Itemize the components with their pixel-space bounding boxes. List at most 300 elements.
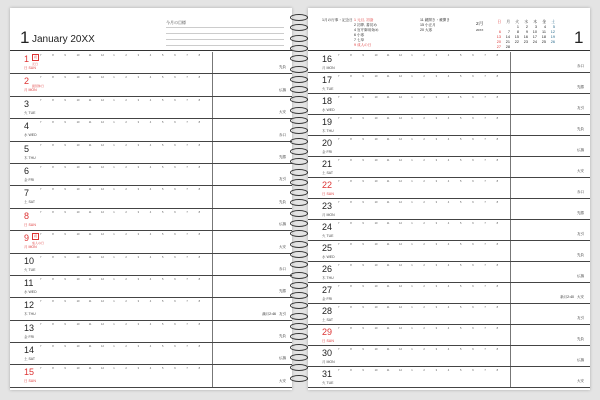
hour-label: 10 [76,188,80,192]
hour-label: 1 [411,243,413,246]
event-item: 11 鏡開き・蔵開き [420,18,450,22]
hour-label: 10 [76,121,80,125]
hour-label: 12 [101,98,104,102]
mini-calendar-day: 15 [514,35,519,39]
hour-label: 11 [88,76,92,80]
day-number: 11 [24,277,34,288]
notes-line[interactable] [166,27,284,28]
hour-label: 7 [186,54,188,57]
day-number: 24 [322,222,333,232]
hour-label: 4 [447,96,450,99]
hour-label: 2 [423,138,425,141]
notes-line[interactable] [166,45,284,46]
hour-label: 8 [350,117,352,120]
hour-label: 3 [435,348,438,351]
rokuyo-label: 先勝 [279,154,286,159]
hour-label: 11 [386,285,390,288]
notes-line[interactable] [166,39,284,40]
mini-calendar-day: 23 [523,40,528,44]
hour-label: 10 [374,159,378,162]
hour-label: 10 [76,143,80,147]
column-divider [510,199,511,219]
hour-label: 7 [40,143,42,147]
hour-label: 5 [460,180,462,183]
hour-label: 9 [362,264,364,267]
rokuyo-label: 仏滅 [279,87,286,92]
hour-label: 5 [460,327,462,330]
hour-scale [40,323,210,326]
hour-label: 4 [149,210,152,214]
weekday-label: 日 SUN [24,66,36,70]
hour-label: 11 [88,345,92,349]
hour-scale [338,180,508,183]
hour-label: 4 [149,277,152,281]
rokuyo-label: 大安 [577,169,584,173]
moon-phase: 新月2:40 [560,295,574,299]
mini-calendar-day: 3 [534,25,537,29]
hour-label: 11 [88,121,92,125]
mini-calendar-day: 2 [525,25,528,29]
hour-label: 3 [137,188,140,192]
hour-label: 5 [162,188,164,192]
hour-label: 5 [460,75,462,78]
hour-label: 1 [411,96,413,99]
column-divider [212,52,213,73]
hour-label: 3 [137,98,140,102]
column-divider [212,321,213,342]
hour-label: 2 [125,277,127,281]
hour-label: 7 [338,159,340,162]
day-row[interactable] [10,343,292,365]
spiral-ring [290,96,308,103]
day-number: 17 [322,75,333,85]
hour-label: 9 [362,327,364,330]
hour-label: 10 [76,210,80,214]
hour-label: 12 [101,345,104,349]
day-number: 21 [322,159,333,169]
hour-label: 11 [386,369,390,372]
hour-label: 9 [64,277,66,281]
day-number: 28 [322,306,333,316]
hour-label: 4 [447,138,450,141]
spiral-ring [290,272,308,279]
hour-label: 2 [125,188,127,192]
hour-label: 3 [137,233,140,237]
spiral-ring [290,158,308,165]
hour-label: 6 [174,233,176,237]
hour-label: 9 [64,98,66,102]
day-number: 20 [322,138,333,148]
spiral-ring [290,86,308,93]
hour-label: 8 [52,188,54,192]
spiral-ring [290,66,308,73]
hour-label: 10 [374,243,378,246]
day-row[interactable] [10,74,292,96]
spiral-ring [290,282,308,289]
rokuyo-label: 仏滅 [577,274,584,278]
weekday-label: 土 SAT [322,318,334,322]
day-row[interactable] [308,304,590,325]
hour-label: 1 [411,327,413,330]
hour-label: 8 [350,264,352,267]
hour-label: 10 [374,117,378,120]
spiral-ring [290,45,308,52]
hour-label: 9 [64,76,66,80]
hour-scale [40,211,210,214]
day-row[interactable] [308,115,590,136]
hour-label: 3 [137,143,140,147]
spiral-ring [290,344,308,351]
hour-label: 3 [137,210,140,214]
hour-label: 12 [101,165,104,169]
hour-label: 5 [460,348,462,351]
event-item: 20 大寒 [420,28,433,32]
hour-label: 7 [484,327,486,330]
hour-label: 7 [338,243,340,246]
hour-label: 3 [137,54,140,57]
hour-label: 10 [76,300,80,304]
hour-label: 1 [113,345,115,349]
day-row[interactable] [308,136,590,157]
day-row[interactable] [308,220,590,241]
hour-label: 9 [64,165,66,169]
day-number: 23 [322,201,333,211]
hour-label: 2 [125,54,127,57]
hour-label: 8 [350,201,352,204]
hour-label: 11 [386,264,390,267]
hour-label: 3 [137,277,140,281]
hour-label: 4 [447,369,450,372]
hour-label: 12 [101,121,104,125]
hour-label: 8 [52,98,54,102]
hour-label: 11 [386,201,390,204]
rokuyo-label: 先勝 [577,211,584,215]
hour-label: 7 [40,300,42,304]
hour-label: 12 [399,264,402,267]
hour-label: 10 [374,222,378,225]
hour-label: 6 [174,165,176,169]
hour-label: 9 [64,210,66,214]
spiral-ring [290,179,308,186]
mini-calendar-day: 1 [516,25,519,29]
hour-label: 5 [460,117,462,120]
hour-label: 4 [149,54,152,57]
day-row[interactable] [308,178,590,199]
day-number: 16 [322,54,333,64]
day-number: 14 [24,345,35,356]
day-row[interactable] [10,209,292,231]
mini-calendar-day: 24 [532,40,537,44]
rokuyo-label: 友引 [279,311,286,316]
weekday-label: 水 WED [24,133,37,138]
hour-label: 8 [350,306,352,309]
hour-label: 7 [186,255,188,259]
hour-label: 7 [338,348,340,351]
hour-label: 8 [496,264,499,267]
hour-label: 7 [484,54,486,57]
hour-label: 10 [76,54,80,57]
hour-label: 5 [162,233,164,237]
hour-label: 3 [137,76,140,80]
hour-label: 8 [350,285,352,288]
weekday-label: 土 SAT [24,357,36,362]
mini-calendar-day: 19 [550,35,555,39]
hour-scale [338,327,508,330]
holiday-name: 成人の日 [32,241,45,246]
day-row[interactable] [10,119,292,141]
event-item: 6 小寒 [354,33,365,37]
hour-label: 1 [411,306,413,309]
hour-label: 4 [149,255,152,259]
column-divider [212,343,213,364]
hour-label: 1 [113,188,115,192]
hour-scale [40,233,210,236]
hour-label: 8 [350,96,352,99]
day-row[interactable] [10,231,292,253]
rokuyo-label: 赤口 [279,266,286,271]
hour-label: 2 [423,243,425,246]
day-row[interactable] [308,367,590,388]
rokuyo-label: 先勝 [577,85,584,89]
day-row[interactable] [308,241,590,262]
hour-label: 9 [64,322,66,326]
rokuyo-label: 先負 [577,253,584,257]
spiral-ring [290,220,308,227]
hour-label: 4 [447,306,450,309]
hour-label: 2 [125,98,127,102]
hour-label: 4 [447,54,450,57]
hour-label: 8 [350,222,352,225]
hour-label: 5 [460,369,462,372]
hour-label: 8 [496,180,499,183]
column-divider [212,74,213,95]
hour-label: 12 [101,54,104,57]
weekday-label: 金 FRI [322,297,333,301]
hour-label: 4 [447,327,450,330]
hour-label: 11 [88,143,92,147]
day-row[interactable] [10,276,292,298]
day-row[interactable] [10,186,292,208]
mini-calendar-day: 26 [550,40,555,44]
rokuyo-label: 大安 [279,244,286,249]
hour-label: 10 [374,96,378,99]
hour-label: 8 [52,345,54,349]
day-row[interactable] [10,164,292,186]
hour-label: 2 [125,345,127,349]
spiral-ring [290,292,308,299]
mini-calendar-day: 18 [541,35,546,39]
day-number: 6 [24,165,30,176]
hour-label: 7 [338,201,340,204]
hour-label: 2 [125,165,127,169]
column-divider [510,94,511,114]
column-divider [212,142,213,163]
hour-label: 7 [484,264,486,267]
hour-label: 3 [435,159,438,162]
day-row[interactable] [10,142,292,164]
hour-label: 10 [374,138,378,141]
hour-label: 2 [125,121,127,125]
rokuyo-label: 仏滅 [279,222,286,227]
hour-label: 7 [484,117,486,120]
day-row[interactable] [10,254,292,276]
mini-calendar-day: 8 [516,30,519,34]
right-day-list [308,52,590,388]
holiday-name: 振替休日 [32,84,45,89]
hour-label: 6 [174,300,176,304]
hour-scale [338,348,508,351]
column-divider [212,186,213,207]
spiral-ring [290,24,308,31]
hour-scale [40,345,210,348]
hour-label: 3 [435,264,438,267]
hour-label: 6 [174,277,176,281]
left-page [10,8,292,390]
hour-label: 7 [40,233,42,237]
day-row[interactable] [308,157,590,178]
mini-calendar-day: 16 [523,35,528,39]
mini-calendar-day: 12 [550,30,555,34]
spiral-ring [290,138,308,145]
hour-label: 4 [149,165,152,169]
hour-label: 1 [113,121,115,125]
hour-label: 12 [399,138,402,141]
day-row[interactable] [308,199,590,220]
weekday-label: 水 WED [322,108,335,112]
left-header [10,8,292,46]
hour-label: 2 [423,348,425,351]
hour-label: 5 [460,243,462,246]
hour-scale [40,166,210,169]
day-row[interactable] [308,262,590,283]
hour-label: 10 [76,233,80,237]
hour-label: 7 [40,322,42,326]
hour-label: 10 [76,345,80,349]
column-divider [510,220,511,240]
hour-label: 4 [447,117,450,120]
hour-label: 9 [64,54,66,57]
hour-label: 9 [362,369,364,372]
column-divider [212,365,213,386]
hour-label: 10 [374,369,378,372]
day-number: 29 [322,327,333,337]
day-number: 9 [24,233,30,244]
day-row[interactable] [308,73,590,94]
weekday-label: 金 FRI [24,334,35,339]
hour-label: 8 [496,285,499,288]
hour-label: 5 [460,138,462,141]
mini-calendar-weekday: 土 [551,20,555,24]
day-number: 31 [322,369,333,379]
column-divider [212,97,213,118]
hour-scale [40,367,210,370]
hour-label: 7 [186,210,188,214]
day-row[interactable] [308,283,590,304]
day-row[interactable] [308,94,590,115]
hour-label: 4 [149,300,152,304]
hour-label: 11 [386,180,390,183]
day-row[interactable] [308,346,590,367]
day-number: 5 [24,143,30,154]
hour-label: 12 [399,285,402,288]
hour-label: 10 [374,75,378,78]
hour-label: 4 [149,121,152,125]
hour-label: 3 [137,300,140,304]
hour-label: 7 [40,76,42,80]
column-divider [510,241,511,261]
hour-label: 8 [52,76,54,80]
hour-label: 2 [125,143,127,147]
spiral-ring [290,107,308,114]
hour-label: 7 [338,369,340,372]
hour-label: 8 [496,306,499,309]
hour-label: 3 [435,285,438,288]
day-row[interactable] [308,325,590,346]
day-row[interactable] [10,365,292,387]
hour-label: 8 [52,210,54,214]
hour-label: 11 [386,159,390,162]
hour-label: 8 [496,348,499,351]
hour-label: 9 [64,233,66,237]
hour-label: 8 [496,369,499,372]
hour-label: 7 [484,285,486,288]
hour-label: 11 [386,348,390,351]
hour-label: 1 [113,210,115,214]
hour-label: 8 [350,54,352,57]
column-divider [510,136,511,156]
day-number: 1 [24,54,30,64]
column-divider [212,276,213,297]
hour-label: 12 [101,277,104,281]
hour-label: 10 [374,264,378,267]
weekday-label: 月 MON [322,213,335,217]
hour-label: 5 [460,306,462,309]
header-rule [10,50,292,51]
hour-label: 12 [399,222,402,225]
hour-label: 6 [472,243,474,246]
notes-line[interactable] [166,33,284,34]
day-row[interactable] [10,97,292,119]
hour-label: 8 [52,54,54,57]
hour-label: 6 [472,54,474,57]
hour-label: 2 [423,327,425,330]
hour-label: 8 [52,367,54,371]
event-item: 9 成人の日 [354,43,372,47]
hour-label: 8 [198,165,201,169]
hour-label: 7 [484,243,486,246]
day-row[interactable] [10,52,292,74]
hour-label: 5 [162,300,164,304]
hour-label: 8 [198,121,201,125]
mini-calendar-day: 22 [514,40,519,44]
day-number: 3 [24,98,30,109]
day-row[interactable] [308,52,590,73]
day-row[interactable] [10,298,292,320]
spiral-ring [290,333,308,340]
hour-label: 2 [423,264,425,267]
hour-label: 5 [460,54,462,57]
hour-label: 4 [447,243,450,246]
hour-label: 8 [350,138,352,141]
hour-label: 7 [484,306,486,309]
day-number: 25 [322,243,333,253]
day-row[interactable] [10,321,292,343]
hour-label: 4 [447,201,450,204]
spiral-ring [290,261,308,268]
hour-label: 3 [435,369,438,372]
hour-label: 3 [435,54,438,57]
hour-label: 11 [88,367,92,371]
